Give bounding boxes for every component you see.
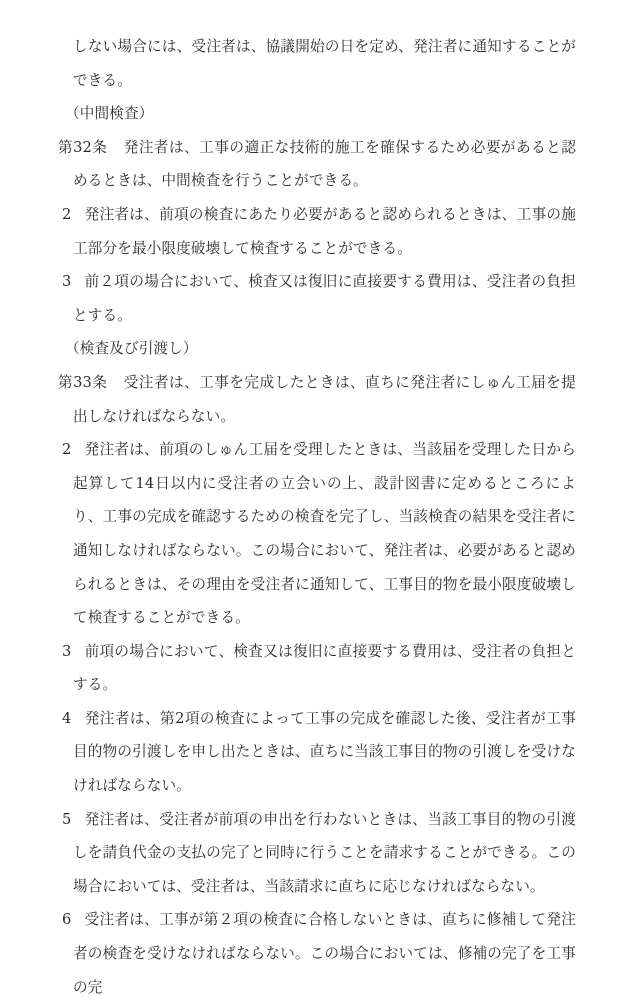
paragraph-continuation-top: しない場合には、受注者は、協議開始の日を定め、発注者に通知することができる。: [73, 38, 576, 89]
article-33-item-2: [58, 433, 576, 635]
article-heading-kensa-oyobi-hikiwatashi: （検査及び引渡し）: [65, 340, 198, 358]
article-33: [58, 366, 576, 433]
article-32-item-2: [58, 198, 576, 265]
article-33-body: 受注者は、工事を完成したときは、直ちに発注者にしゅん工届を提出しなければならない。: [73, 373, 576, 425]
article-32-label: 第32条: [58, 138, 108, 156]
article-33-item-4-number: 4: [62, 709, 72, 727]
article-32-item-3: [58, 265, 576, 332]
article-32-item-2-number: 2: [62, 205, 72, 223]
article-32-item-3-number: 3: [62, 273, 72, 291]
article-32-item-2-text: 発注者は、前項の検査にあたり必要があると認められるときは、工事の施工部分を最小限度破壊して検査することができる。: [73, 205, 576, 257]
article-33-item-6: [58, 903, 576, 1004]
article-33-item-5-number: 5: [62, 810, 72, 828]
article-heading-chukan-kensa: （中間検査）: [65, 105, 154, 123]
article-33-item-2-number: 2: [62, 441, 72, 459]
article-33-label: 第33条: [58, 373, 108, 391]
article-33-item-5-text: 発注者は、受注者が前項の申出を行わないときは、当該工事目的物の引渡しを請負代金の支払の完了と同時に行うことを請求することができる。この場合においては、受注者は、当該請求に直ちに応じなければならない。: [73, 810, 576, 895]
article-32-body: 発注者は、工事の適正な技術的施工を確保するため必要があると認めるときは、中間検査を行うことができる。: [73, 138, 576, 190]
article-33-item-3: [58, 635, 576, 702]
document-text-column: [58, 30, 576, 1004]
article-33-item-4-text: 発注者は、第2項の検査によって工事の完成を確認した後、受注者が工事目的物の引渡しを申し出たときは、直ちに当該工事目的物の引渡しを受けなければならない。: [73, 709, 576, 795]
article-32: [58, 131, 576, 198]
article-33-item-3-text: 前項の場合において、検査又は復旧に直接要する費用は、受注者の負担とする。: [73, 642, 576, 694]
article-33-item-2-text: 発注者は、前項のしゅん工届を受理したときは、当該届を受理した日から起算して14日以内に受注者の立会いの上、設計図書に定めるところにより、工事の完成を確認するための検査を完了し、当該検査の結果を受注者に通知しなければならない。この場合において、発注者は、必要があると認められるときは、その理由を受注者に通知して、工事目的物を最小限度破壊して検査することができる。: [73, 441, 576, 627]
article-33-item-6-text: 受注者は、工事が第２項の検査に合格しないときは、直ちに修補して発注者の検査を受けなければならない。この場合においては、修補の完了を工事の完: [73, 911, 576, 996]
article-32-item-3-text: 前２項の場合において、検査又は復旧に直接要する費用は、受注者の負担とする。: [73, 273, 576, 324]
article-33-item-4: [58, 702, 576, 803]
article-33-item-5: [58, 803, 576, 904]
article-33-item-3-number: 3: [62, 642, 72, 660]
article-33-item-6-number: 6: [62, 911, 72, 929]
